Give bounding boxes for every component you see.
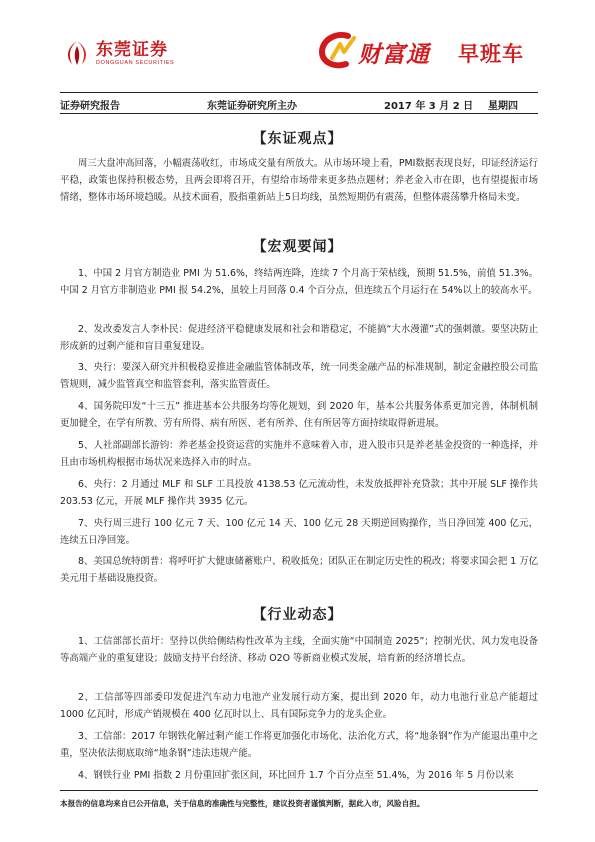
dongguan-logo-icon — [62, 38, 92, 68]
section-title-industry: 【行业动态】 — [252, 607, 343, 623]
footer-divider — [60, 790, 538, 791]
caifutong-brand — [318, 26, 533, 74]
publisher: 东莞证券研究所主办 — [207, 101, 297, 112]
macro-paragraph-2: 2、发改委发言人李朴民：促进经济平稳健康发展和社会和谐稳定，不能搞“大水漫灌”式的强刺激。要坚决防止形成新的过剩产能和盲目重复建设。 — [60, 324, 538, 352]
macro-paragraph-4: 4、国务院印发“十三五” 推进基本公共服务均等化规划，到 2020 年，基本公共服务体系更加完善，体制机制更加健全，在学有所教、劳有所得、病有所医、老有所养、住有所居等方面持续取得新进展。 — [60, 401, 538, 429]
report-type: 证券研究报告 — [60, 101, 120, 112]
broker-name-en: DONGGUAN SECURITIES — [96, 59, 175, 66]
viewpoint-paragraph: 周三大盘冲高回落，小幅震荡收红，市场成交量有所放大。从市场环境上看，PMI数据表现良好，印证经济运行平稳，政策也保持积极态势，且两会即将召开，有望给市场带来更多热点题材；养老金入市在即，也有望提振市场情绪，整体市场环境趋暖。从技术面看，股指重新站上5日均线，虽然短期仍有震荡，但整体震荡攀升格局未变。 — [60, 158, 538, 203]
brand-name: 财富通 — [358, 41, 430, 68]
report-info-bar — [60, 92, 538, 114]
product-name: 早班车 — [458, 42, 524, 66]
disclaimer: 本报告的信息均来自已公开信息，关于信息的准确性与完整性，建议投资者谨慎判断，据此入市，风险自担。 — [60, 799, 425, 808]
industry-paragraph-4: 4、钢铁行业 PMI 指数 2 月份重回扩张区间，环比回升 1.7 个百分点至 51.4%，为 2016 年 5 月份以来 — [78, 770, 514, 781]
section-title-macro: 【宏观要闻】 — [252, 239, 343, 255]
broker-name-cn: 东莞证券 — [96, 39, 168, 60]
industry-paragraph-3: 3、工信部：2017 年钢铁化解过剩产能工作将更加强化市场化、法治化方式，将“地条钢”作为产能退出重中之重，坚决依法彻底取缔“地条钢”违法违规产能。 — [60, 731, 538, 759]
macro-paragraph-3: 3、央行：要深入研究并积极稳妥推进金融监管体制改革，统一同类金融产品的标准规制，制定金融控股公司监管规则，减少监管真空和监管套利，落实监管责任。 — [60, 362, 538, 390]
section-title-viewpoint: 【东证观点】 — [252, 131, 343, 147]
dongguan-securities-logo — [62, 38, 174, 68]
macro-paragraph-6: 6、央行：2 月通过 MLF 和 SLF 工具投放 4138.53 亿元流动性，未发放抵押补充贷款；其中开展 SLF 操作共 203.53 亿元，开展 MLF 操作共 3935 亿元。 — [60, 479, 538, 507]
report-date: 2017 年 3 月 2 日 — [384, 101, 474, 112]
industry-paragraph-2: 2、工信部等四部委印发促进汽车动力电池产业发展行动方案，提出到 2020 年，动力电池行业总产能超过 1000 亿瓦时，形成产销规模在 400 亿瓦时以上、具有国际竞争力的龙头企业。 — [60, 692, 538, 720]
caifutong-swoosh-icon — [318, 30, 362, 74]
page-header — [0, 0, 595, 92]
macro-paragraph-7: 7、央行周三进行 100 亿元 7 天、100 亿元 14 天、100 亿元 28 天期逆回购操作，当日净回笼 400 亿元，连续五日净回笼。 — [60, 518, 538, 546]
macro-paragraph-1: 1、中国 2 月官方制造业 PMI 为 51.6%，终结两连降，连续 7 个月高于荣枯线，预期 51.5%，前值 51.3%。中国 2 月官方非制造业 PMI 报 54.2%，虽较上月回落 0.4 个百分点，但连续五个月运行在 54%以上的较高水平。 — [60, 268, 538, 296]
macro-paragraph-8: 8、美国总统特朗普：将呼吁扩大健康储蓄账户、税收抵免；团队正在制定历史性的税改；将要求国会把 1 万亿美元用于基础设施投资。 — [60, 556, 538, 584]
report-weekday: 星期四 — [488, 101, 518, 112]
macro-paragraph-5: 5、人社部副部长游钧：养老基金投资运营的实施并不意味着入市，进入股市只是养老基金投资的一种选择，并且由市场机构根据市场状况来选择入市的时点。 — [60, 440, 538, 468]
industry-paragraph-1: 1、工信部部长苗圩：坚持以供给侧结构性改革为主线，全面实施“中国制造 2025”；控制光伏、风力发电设备等高端产业的重复建设；鼓励支持平台经济、移动 O2O 等新商业模式发展，培育新的经济增长点。 — [60, 636, 538, 664]
